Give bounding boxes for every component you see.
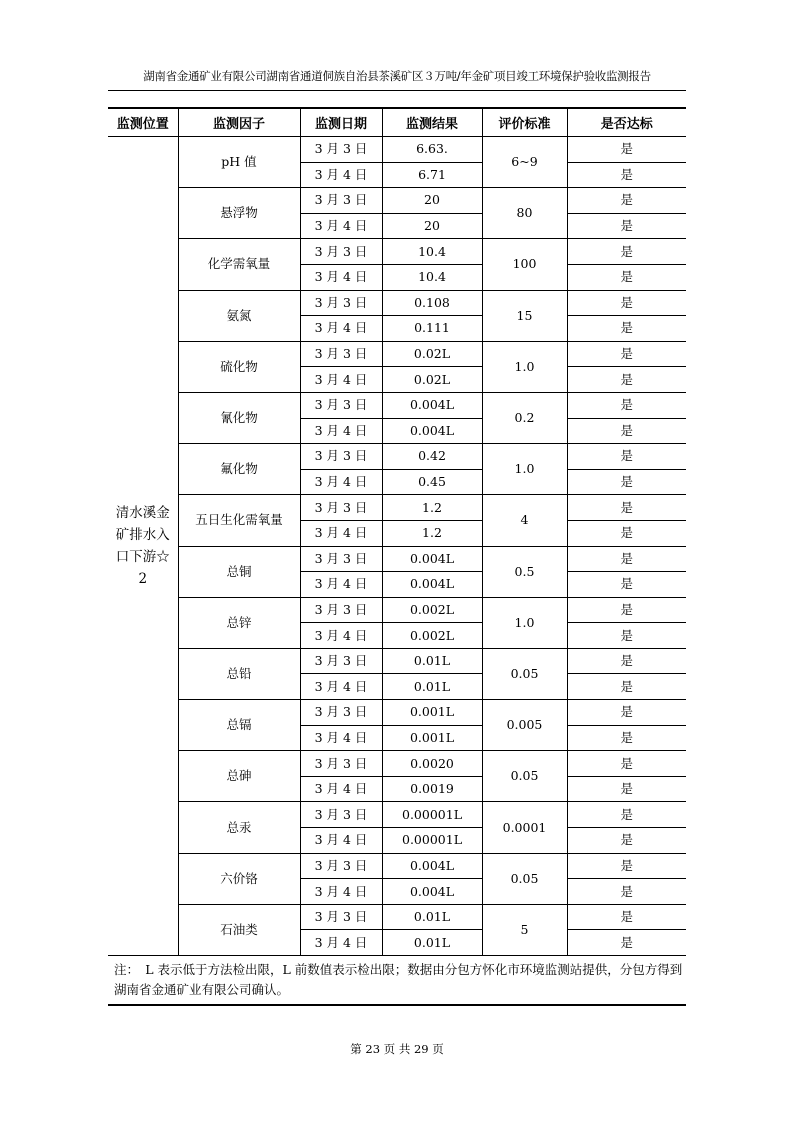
compliance-cell: 是 [567,700,686,726]
result-cell: 0.0020 [382,751,482,777]
date-cell: 3 月 4 日 [300,418,382,444]
factor-cell: 氰化物 [178,392,300,443]
date-cell: 3 月 4 日 [300,264,382,290]
date-cell: 3 月 3 日 [300,700,382,726]
date-cell: 3 月 4 日 [300,828,382,854]
table-header-row [108,108,686,137]
compliance-cell: 是 [567,802,686,828]
date-cell: 3 月 3 日 [300,341,382,367]
date-cell: 3 月 3 日 [300,904,382,930]
date-cell: 3 月 3 日 [300,444,382,470]
table-row [108,802,686,828]
date-cell: 3 月 3 日 [300,648,382,674]
factor-cell: 氨氮 [178,290,300,341]
compliance-cell: 是 [567,648,686,674]
result-cell: 0.004L [382,418,482,444]
standard-cell: 15 [482,290,567,341]
compliance-cell: 是 [567,828,686,854]
compliance-cell: 是 [567,674,686,700]
compliance-cell: 是 [567,546,686,572]
compliance-cell: 是 [567,290,686,316]
table-row [108,853,686,879]
compliance-cell: 是 [567,904,686,930]
result-cell: 0.45 [382,469,482,495]
standard-cell: 6~9 [482,137,567,188]
factor-cell: 总镉 [178,700,300,751]
result-cell: 0.01L [382,904,482,930]
factor-cell: 总锌 [178,597,300,648]
compliance-cell: 是 [567,316,686,342]
compliance-cell: 是 [567,341,686,367]
date-cell: 3 月 3 日 [300,546,382,572]
factor-cell: 总汞 [178,802,300,853]
table-row [108,290,686,316]
table-row [108,648,686,674]
compliance-cell: 是 [567,137,686,163]
result-cell: 0.004L [382,392,482,418]
column-header: 是否达标 [567,108,686,137]
compliance-cell: 是 [567,751,686,777]
date-cell: 3 月 4 日 [300,520,382,546]
result-cell: 0.01L [382,930,482,956]
result-cell: 0.02L [382,341,482,367]
result-cell: 1.2 [382,495,482,521]
table-row [108,137,686,163]
factor-cell: 硫化物 [178,341,300,392]
table-row [108,700,686,726]
result-cell: 0.002L [382,597,482,623]
standard-cell: 1.0 [482,341,567,392]
standard-cell: 1.0 [482,444,567,495]
date-cell: 3 月 3 日 [300,188,382,214]
standard-cell: 0.2 [482,392,567,443]
factor-cell: 化学需氧量 [178,239,300,290]
column-header: 监测因子 [178,108,300,137]
table-row [108,392,686,418]
date-cell: 3 月 3 日 [300,751,382,777]
date-cell: 3 月 3 日 [300,495,382,521]
compliance-cell: 是 [567,264,686,290]
table-row [108,546,686,572]
date-cell: 3 月 3 日 [300,853,382,879]
compliance-cell: 是 [567,367,686,393]
date-cell: 3 月 4 日 [300,725,382,751]
table-row [108,495,686,521]
monitoring-table [108,107,686,1006]
standard-cell: 0.05 [482,751,567,802]
compliance-cell: 是 [567,776,686,802]
factor-cell: 五日生化需氧量 [178,495,300,546]
result-cell: 0.108 [382,290,482,316]
date-cell: 3 月 3 日 [300,239,382,265]
compliance-cell: 是 [567,597,686,623]
result-cell: 0.002L [382,623,482,649]
result-cell: 20 [382,213,482,239]
date-cell: 3 月 4 日 [300,162,382,188]
date-cell: 3 月 4 日 [300,879,382,905]
factor-cell: 悬浮物 [178,188,300,239]
compliance-cell: 是 [567,239,686,265]
column-header: 监测日期 [300,108,382,137]
standard-cell: 0.0001 [482,802,567,853]
date-cell: 3 月 3 日 [300,802,382,828]
result-cell: 0.00001L [382,802,482,828]
column-header: 评价标准 [482,108,567,137]
standard-cell: 0.5 [482,546,567,597]
date-cell: 3 月 4 日 [300,572,382,598]
result-cell: 0.01L [382,648,482,674]
date-cell: 3 月 4 日 [300,930,382,956]
result-cell: 20 [382,188,482,214]
compliance-cell: 是 [567,418,686,444]
location-cell: 清水溪金矿排水入口下游☆2 [108,137,178,956]
note-row [108,956,686,1006]
factor-cell: 总铅 [178,648,300,699]
result-cell: 10.4 [382,264,482,290]
date-cell: 3 月 4 日 [300,213,382,239]
date-cell: 3 月 4 日 [300,316,382,342]
result-cell: 0.02L [382,367,482,393]
standard-cell: 0.005 [482,700,567,751]
compliance-cell: 是 [567,392,686,418]
compliance-cell: 是 [567,879,686,905]
compliance-cell: 是 [567,495,686,521]
standard-cell: 80 [482,188,567,239]
factor-cell: 石油类 [178,904,300,955]
result-cell: 0.111 [382,316,482,342]
factor-cell: pH 值 [178,137,300,188]
standard-cell: 4 [482,495,567,546]
standard-cell: 0.05 [482,853,567,904]
column-header: 监测位置 [108,108,178,137]
result-cell: 0.00001L [382,828,482,854]
compliance-cell: 是 [567,930,686,956]
table-note: 注： L 表示低于方法检出限，L 前数值表示检出限；数据由分包方怀化市环境监测站提供，分包方得到湖南省金通矿业有限公司确认。 [108,956,686,1006]
standard-cell: 5 [482,904,567,955]
result-cell: 10.4 [382,239,482,265]
compliance-cell: 是 [567,188,686,214]
standard-cell: 1.0 [482,597,567,648]
compliance-cell: 是 [567,469,686,495]
factor-cell: 六价铬 [178,853,300,904]
date-cell: 3 月 4 日 [300,776,382,802]
date-cell: 3 月 4 日 [300,674,382,700]
date-cell: 3 月 3 日 [300,392,382,418]
date-cell: 3 月 4 日 [300,469,382,495]
date-cell: 3 月 3 日 [300,137,382,163]
date-cell: 3 月 4 日 [300,623,382,649]
compliance-cell: 是 [567,444,686,470]
compliance-cell: 是 [567,725,686,751]
result-cell: 1.2 [382,520,482,546]
compliance-cell: 是 [567,623,686,649]
compliance-cell: 是 [567,213,686,239]
result-cell: 0.001L [382,700,482,726]
compliance-cell: 是 [567,162,686,188]
result-cell: 0.42 [382,444,482,470]
date-cell: 3 月 4 日 [300,367,382,393]
report-header: 湖南省金通矿业有限公司湖南省通道侗族自治县茶溪矿区３万吨/年金矿项目竣工环境保护验收监测报告 [143,69,651,83]
result-cell: 6.63. [382,137,482,163]
standard-cell: 0.05 [482,648,567,699]
column-header: 监测结果 [382,108,482,137]
compliance-cell: 是 [567,520,686,546]
result-cell: 0.004L [382,879,482,905]
table-row [108,239,686,265]
table-row [108,341,686,367]
compliance-cell: 是 [567,572,686,598]
result-cell: 6.71 [382,162,482,188]
result-cell: 0.004L [382,572,482,598]
header-rule [108,90,686,91]
compliance-cell: 是 [567,853,686,879]
date-cell: 3 月 3 日 [300,597,382,623]
table-row [108,904,686,930]
factor-cell: 氟化物 [178,444,300,495]
table-row [108,444,686,470]
result-cell: 0.004L [382,853,482,879]
result-cell: 0.001L [382,725,482,751]
factor-cell: 总砷 [178,751,300,802]
table-row [108,597,686,623]
result-cell: 0.004L [382,546,482,572]
standard-cell: 100 [482,239,567,290]
date-cell: 3 月 3 日 [300,290,382,316]
table-row [108,751,686,777]
result-cell: 0.01L [382,674,482,700]
table-row [108,188,686,214]
factor-cell: 总铜 [178,546,300,597]
page-number: 第 23 页 共 29 页 [350,1042,444,1056]
result-cell: 0.0019 [382,776,482,802]
